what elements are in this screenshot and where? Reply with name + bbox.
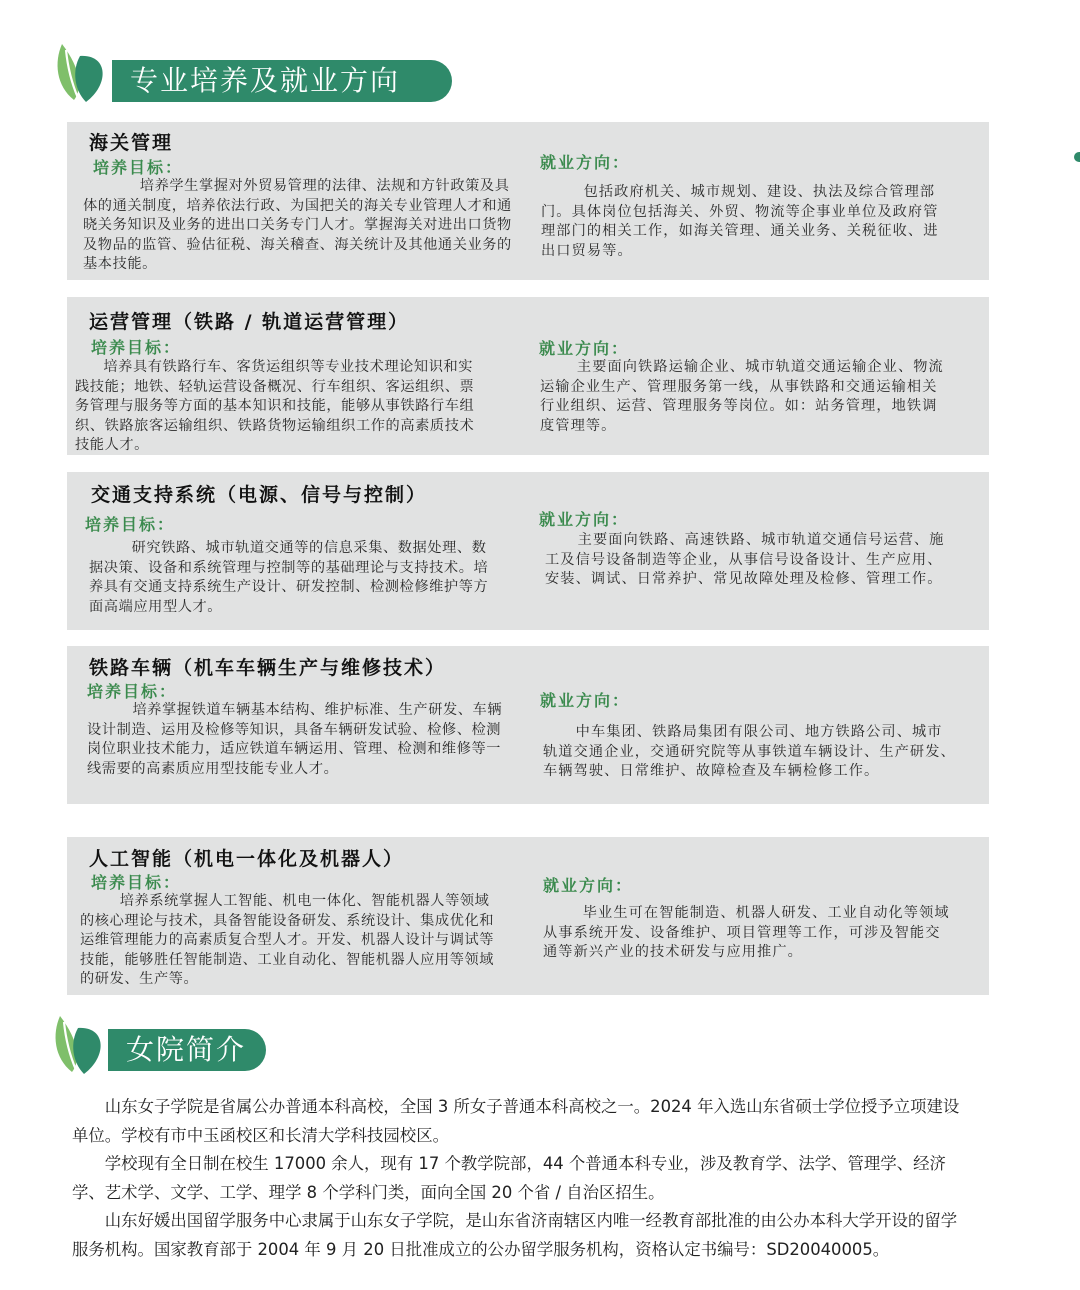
- major-title: 运营管理（铁路 / 轨道运营管理）: [89, 311, 410, 333]
- career-label: 就业方向：: [540, 153, 631, 172]
- goal-label: 培养目标：: [85, 515, 176, 534]
- career-label: 就业方向：: [539, 339, 630, 358]
- career-text: 主要面向铁路、高速铁路、城市轨道交通信号运营、施工及信号设备制造等企业，从事信号设备设计、生产应用、安装、调试、日常养护、常见故障处理及检修、管理工作。: [545, 532, 945, 588]
- major-card-railway-vehicle: [67, 646, 989, 804]
- major-card-operations: [67, 297, 989, 455]
- career-text: 中车集团、铁路局集团有限公司、地方铁路公司、城市轨道交通企业，交通研究院等从事铁道车辆设计、生产研发、车辆驾驶、日常维护、故障检查及车辆检修工作。: [543, 724, 956, 780]
- intro-paragraph: 山东好媛出国留学服务中心隶属于山东女子学院，是山东省济南辖区内唯一经教育部批准的由公办本科大学开设的留学服务机构。国家教育部于 2004 年 9 月 20 日批准成立的公办留学服务机构，资格认定书编号：SD20040005。: [72, 1211, 958, 1259]
- goal-text: 培养具有铁路行车、客货运组织等专业技术理论知识和实践技能；地铁、轻轨运营设备概况、行车组织、客运组织、票务管理与服务等方面的基本知识和技能，能够从事铁路行车组织、铁路旅客运输组织、铁路货物运输组织工作的高素质技术技能人才。: [75, 359, 475, 454]
- goal-label: 培养目标：: [91, 873, 182, 892]
- intro-paragraph: 学校现有全日制在校生 17000 余人，现有 17 个教学院部，44 个普通本科专业，涉及教育学、法学、管理学、经济学、艺术学、文学、工学、理学 8 个学科门类，面向全国 20 个省 / 自治区招生。: [72, 1154, 946, 1202]
- major-card-traffic-support: [67, 472, 989, 630]
- major-card-customs: [67, 122, 989, 280]
- section-title-intro: 女院简介: [108, 1029, 266, 1071]
- career-text: 毕业生可在智能制造、机器人研发、工业自动化等领域从事系统开发、设备维护、项目管理等工作，可涉及智能交通等新兴产业的技术研发与应用推广。: [543, 905, 950, 961]
- intro-paragraph: 山东女子学院是省属公办普通本科高校，全国 3 所女子普通本科高校之一。2024 年入选山东省硕士学位授予立项建设单位。学校有市中玉函校区和长清大学科技园校区。: [72, 1097, 960, 1145]
- goal-label: 培养目标：: [87, 682, 178, 701]
- goal-text: 培养掌握铁道车辆基本结构、维护标准、生产研发、车辆设计制造、运用及检修等知识，具备车辆研发试验、检修、检测岗位职业技术能力，适应铁道车辆运用、管理、检测和维修等一线需要的高素质应用型技能专业人才。: [87, 702, 503, 777]
- school-intro: [72, 1093, 968, 1264]
- major-title: 人工智能（机电一体化及机器人）: [89, 848, 405, 870]
- edge-decoration: [1074, 152, 1080, 162]
- goal-text: 研究铁路、城市轨道交通等的信息采集、数据处理、数据决策、设备和系统管理与控制等的基础理论与支持技术。培养具有交通支持系统生产设计、研发控制、检测检修维护等方面高端应用型人才。: [89, 540, 489, 615]
- section-title-majors: 专业培养及就业方向: [112, 60, 452, 102]
- career-label: 就业方向：: [539, 510, 630, 529]
- leaf-icon: [50, 1012, 110, 1076]
- leaf-icon: [52, 40, 112, 104]
- major-title: 铁路车辆（机车车辆生产与维修技术）: [89, 657, 447, 679]
- section-header-intro: [50, 1012, 270, 1078]
- goal-label: 培养目标：: [93, 158, 184, 177]
- career-label: 就业方向：: [540, 691, 631, 710]
- goal-text: 培养学生掌握对外贸易管理的法律、法规和方针政策及具体的通关制度，培养依法行政、为国把关的海关专业管理人才和通晓关务知识及业务的进出口关务专门人才。掌握海关对进出口货物及物品的监管、验估征税、海关稽查、海关统计及其他通关业务的基本技能。: [83, 178, 512, 273]
- goal-label: 培养目标：: [91, 338, 182, 357]
- career-text: 包括政府机关、城市规划、建设、执法及综合管理部门。具体岗位包括海关、外贸、物流等企事业单位及政府管理部门的相关工作，如海关管理、通关业务、关税征收、进出口贸易等。: [541, 184, 939, 259]
- major-card-ai: [67, 837, 989, 995]
- major-title: 交通支持系统（电源、信号与控制）: [91, 484, 428, 506]
- section-header-majors: [52, 40, 462, 106]
- career-text: 主要面向铁路运输企业、城市轨道交通运输企业、物流运输企业生产、管理服务第一线，从事铁路和交通运输相关行业组织、运营、管理服务等岗位。如：站务管理，地铁调度管理等。: [540, 359, 944, 434]
- major-title: 海关管理: [89, 132, 174, 154]
- career-label: 就业方向：: [543, 876, 634, 895]
- goal-text: 培养系统掌握人工智能、机电一体化、智能机器人等领域的核心理论与技术，具备智能设备研发、系统设计、集成优化和运维管理能力的高素质复合型人才。开发、机器人设计与调试等技能，能够胜任智能制造、工业自动化、智能机器人应用等领域的研发、生产等。: [80, 893, 495, 988]
